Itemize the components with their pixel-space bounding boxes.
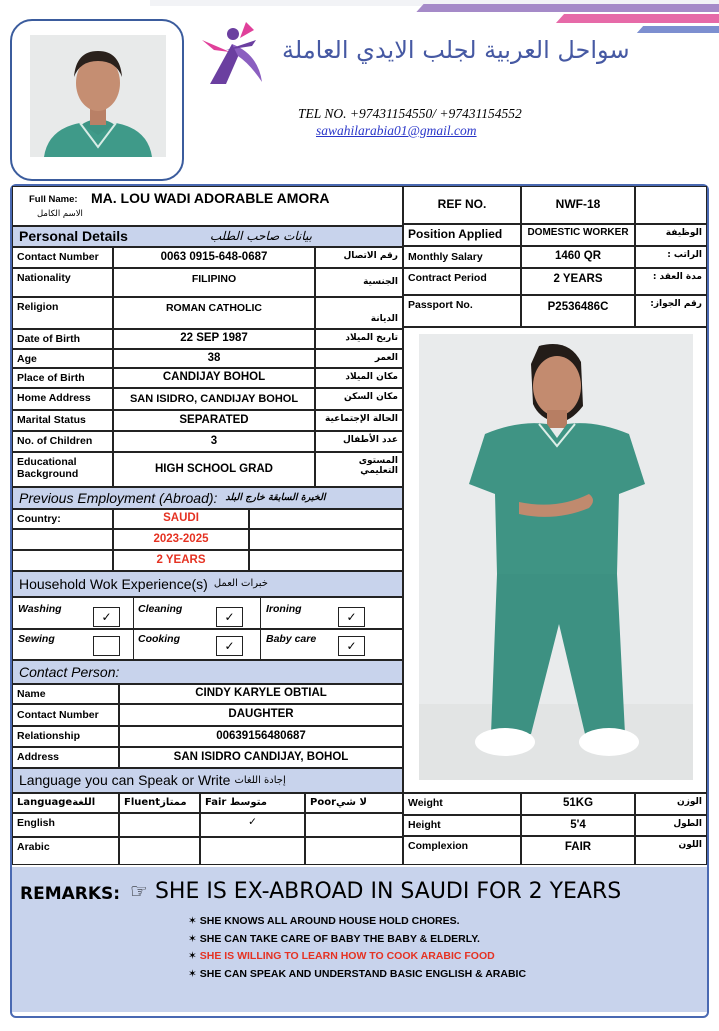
home-address-value: SAN ISIDRO, CANDIJAY BOHOL: [113, 388, 315, 410]
household-experience-title: Household Wok Experience(s): [19, 575, 208, 592]
ref-no-value: NWF-18: [521, 186, 635, 224]
position-applied-label: Position Applied: [403, 224, 521, 246]
home-address-label-arabic: مكان السكن: [315, 388, 403, 410]
remarks-main-line: [130, 879, 621, 904]
contact-person-number-label: Contact Number: [12, 704, 119, 726]
nationality-value: FILIPINO: [113, 268, 315, 297]
monthly-salary-label: Monthly Salary: [403, 246, 521, 268]
languages-header: [12, 768, 403, 793]
complexion-label: Complexion: [403, 836, 521, 865]
contract-period-label-arabic: مدة العقد :: [635, 268, 707, 295]
previous-employment-blank-2: [12, 529, 113, 550]
language-english-fluent: [119, 813, 200, 837]
complexion-label-arabic: اللون: [635, 836, 707, 865]
full-name-label-arabic: الاسم الكامل: [37, 209, 83, 219]
marital-status-value: SEPARATED: [113, 410, 315, 431]
weight-label-arabic: الوزن: [635, 793, 707, 815]
nationality-label: Nationality: [12, 268, 113, 297]
remarks-bullet-text: SHE CAN TAKE CARE OF BABY THE BABY & ELDERLY.: [199, 932, 480, 945]
previous-country-value: SAUDI: [113, 509, 249, 529]
personal-details-title: Personal Details: [19, 228, 128, 245]
remarks-bullet-list: [188, 913, 526, 983]
education-value: HIGH SCHOOL GRAD: [113, 452, 315, 487]
children-label-arabic: عدد الأطفال: [315, 431, 403, 452]
previous-employment-title-arabic: الخبرة السابقة خارج البلد: [225, 491, 326, 503]
languages-title: Language you can Speak or Write: [19, 772, 231, 789]
language-arabic-label: Arabic: [12, 837, 119, 865]
personal-details-title-arabic: بيانات صاحب الطلب: [209, 228, 312, 243]
contact-number-label-arabic: رقم الاتصال: [315, 247, 403, 268]
passport-no-label-arabic: رقم الجواز:: [635, 295, 707, 327]
contact-number-label: Contact Number: [12, 247, 113, 268]
skill-washing-checkbox[interactable]: ✓: [93, 607, 120, 627]
skills-divider-2: [260, 597, 261, 660]
fair-column-header: Fair متوسط: [200, 793, 305, 813]
language-arabic-poor: [305, 837, 403, 865]
passport-no-label: Passport No.: [403, 295, 521, 327]
skill-cleaning-label: Cleaning: [138, 603, 183, 615]
place-of-birth-label-arabic: مكان الميلاد: [315, 368, 403, 388]
monthly-salary-label-arabic: الراتب :: [635, 246, 707, 268]
poor-column-header: Poorلا شي: [305, 793, 403, 813]
age-label-arabic: العمر: [315, 349, 403, 368]
place-of-birth-label: Place of Birth: [12, 368, 113, 388]
languages-title-arabic: إجادة اللغات: [234, 774, 286, 786]
skill-cooking-checkbox[interactable]: ✓: [216, 636, 243, 656]
religion-value: ROMAN CATHOLIC: [113, 297, 315, 329]
age-label: Age: [12, 349, 113, 368]
skill-ironing-label: Ironing: [266, 603, 302, 615]
skill-baby-care-label: Baby care: [266, 633, 317, 645]
full-name-cell: [12, 186, 403, 226]
remarks-bullet-text: SHE KNOWS ALL AROUND HOUSE HOLD CHORES.: [199, 915, 460, 927]
full-name-value: MA. LOU WADI ADORABLE AMORA: [91, 190, 330, 206]
height-label: Height: [403, 815, 521, 836]
skill-sewing-checkbox[interactable]: [93, 636, 120, 656]
marital-status-label-arabic: الحالة الإجتماعية: [315, 410, 403, 431]
ref-no-label: REF NO.: [403, 186, 521, 224]
contact-person-address-label: Address: [12, 747, 119, 768]
ref-no-blank: [635, 186, 707, 224]
previous-employment-blank-3: [249, 529, 403, 550]
remarks-bullet-item: [188, 966, 526, 984]
language-english-fair: ✓: [200, 813, 305, 837]
pointing-hand-icon: ☞: [130, 879, 148, 903]
age-value: 38: [113, 349, 315, 368]
height-value: 5'4: [521, 815, 635, 836]
skill-sewing-label: Sewing: [18, 633, 55, 645]
contact-person-name-label: Name: [12, 684, 119, 704]
children-label: No. of Children: [12, 431, 113, 452]
full-name-label: Full Name:: [29, 194, 78, 205]
remarks-bullet-text-highlight: SHE IS WILLING TO LEARN HOW TO COOK ARABIC FOOD: [199, 950, 495, 962]
remarks-bullet-item: [188, 931, 526, 949]
asterisk-bullet-icon: ✶: [188, 932, 197, 945]
skill-ironing-checkbox[interactable]: ✓: [338, 607, 365, 627]
personal-details-header: [12, 226, 403, 247]
contact-person-number-value: DAUGHTER: [119, 704, 403, 726]
contact-person-relationship-label: Relationship: [12, 726, 119, 747]
monthly-salary-value: 1460 QR: [521, 246, 635, 268]
remarks-label: REMARKS:: [20, 884, 121, 904]
applicant-photo-frame: [10, 19, 184, 181]
header-stripe-blue: [637, 26, 719, 33]
religion-label-arabic: الديانة: [315, 297, 403, 329]
contract-period-label: Contract Period: [403, 268, 521, 295]
skill-cleaning-checkbox[interactable]: ✓: [216, 607, 243, 627]
contact-person-relationship-value: 00639156480687: [119, 726, 403, 747]
company-logo: [196, 20, 268, 86]
marital-status-label: Marital Status: [12, 410, 113, 431]
education-label: Educational Background: [12, 452, 113, 487]
header-stripe-purple: [416, 4, 719, 12]
position-applied-value: DOMESTIC WORKER: [521, 224, 635, 246]
language-english-poor: [305, 813, 403, 837]
previous-duration-value: 2 YEARS: [113, 550, 249, 571]
education-label-arabic: المستوى التعليمي: [315, 452, 403, 487]
previous-employment-blank-1: [249, 509, 403, 529]
skill-cooking-label: Cooking: [138, 633, 180, 645]
contact-person-header: Contact Person:: [12, 660, 403, 684]
previous-employment-header: [12, 487, 403, 509]
remarks-section: [12, 867, 707, 1012]
remarks-main-text: SHE IS EX-ABROAD IN SAUDI FOR 2 YEARS: [154, 879, 622, 904]
skill-washing-label: Washing: [18, 603, 62, 615]
height-label-arabic: الطول: [635, 815, 707, 836]
weight-label: Weight: [403, 793, 521, 815]
fluent-column-header: Fluentممتاز: [119, 793, 200, 813]
home-address-label: Home Address: [12, 388, 113, 410]
remarks-bullet-text: SHE CAN SPEAK AND UNDERSTAND BASIC ENGLISH & ARABIC: [199, 967, 527, 980]
date-of-birth-label: Date of Birth: [12, 329, 113, 349]
date-of-birth-label-arabic: تاريخ الميلاد: [315, 329, 403, 349]
contact-person-address-value: SAN ISIDRO CANDIJAY, BOHOL: [119, 747, 403, 768]
header-stripe-pink: [556, 14, 719, 23]
religion-label: Religion: [12, 297, 113, 329]
contact-number-value: 0063 0915-648-0687: [113, 247, 315, 268]
language-english-label: English: [12, 813, 119, 837]
email-link[interactable]: sawahilarabia01@gmail.com: [316, 123, 477, 138]
skill-baby-care-checkbox[interactable]: ✓: [338, 636, 365, 656]
previous-employment-title: Previous Employment (Abroad):: [19, 489, 218, 506]
country-label: Country:: [12, 509, 113, 529]
previous-employment-blank-5: [249, 550, 403, 571]
weight-value: 51KG: [521, 793, 635, 815]
applicant-full-body-photo: [419, 334, 693, 780]
telephone-numbers: TEL NO. +97431154550/ +97431154552: [298, 106, 522, 121]
asterisk-bullet-icon: ✶: [188, 950, 197, 962]
passport-no-value: P2536486C: [521, 295, 635, 327]
asterisk-bullet-icon: ✶: [188, 967, 197, 980]
company-name-arabic: سواحل العربية لجلب الايدي العاملة: [282, 36, 630, 64]
place-of-birth-value: CANDIJAY BOHOL: [113, 368, 315, 388]
language-arabic-fair: [200, 837, 305, 865]
nationality-label-arabic: الجنسية: [315, 268, 403, 297]
language-arabic-fluent: [119, 837, 200, 865]
children-value: 3: [113, 431, 315, 452]
remarks-bullet-item: [188, 948, 526, 966]
complexion-value: FAIR: [521, 836, 635, 865]
date-of-birth-value: 22 SEP 1987: [113, 329, 315, 349]
contact-person-name-value: CINDY KARYLE OBTIAL: [119, 684, 403, 704]
language-column-header: Languageاللغة: [12, 793, 119, 813]
skills-divider-1: [133, 597, 134, 660]
contract-period-value: 2 YEARS: [521, 268, 635, 295]
applicant-portrait-photo: [30, 35, 166, 157]
previous-years-value: 2023-2025: [113, 529, 249, 550]
remarks-bullet-item: [188, 913, 526, 931]
household-experience-header: [12, 571, 403, 597]
asterisk-bullet-icon: ✶: [188, 915, 197, 927]
previous-employment-blank-4: [12, 550, 113, 571]
position-applied-label-arabic: الوظيفة: [635, 224, 707, 246]
household-experience-title-arabic: خبرات العمل: [213, 578, 268, 590]
